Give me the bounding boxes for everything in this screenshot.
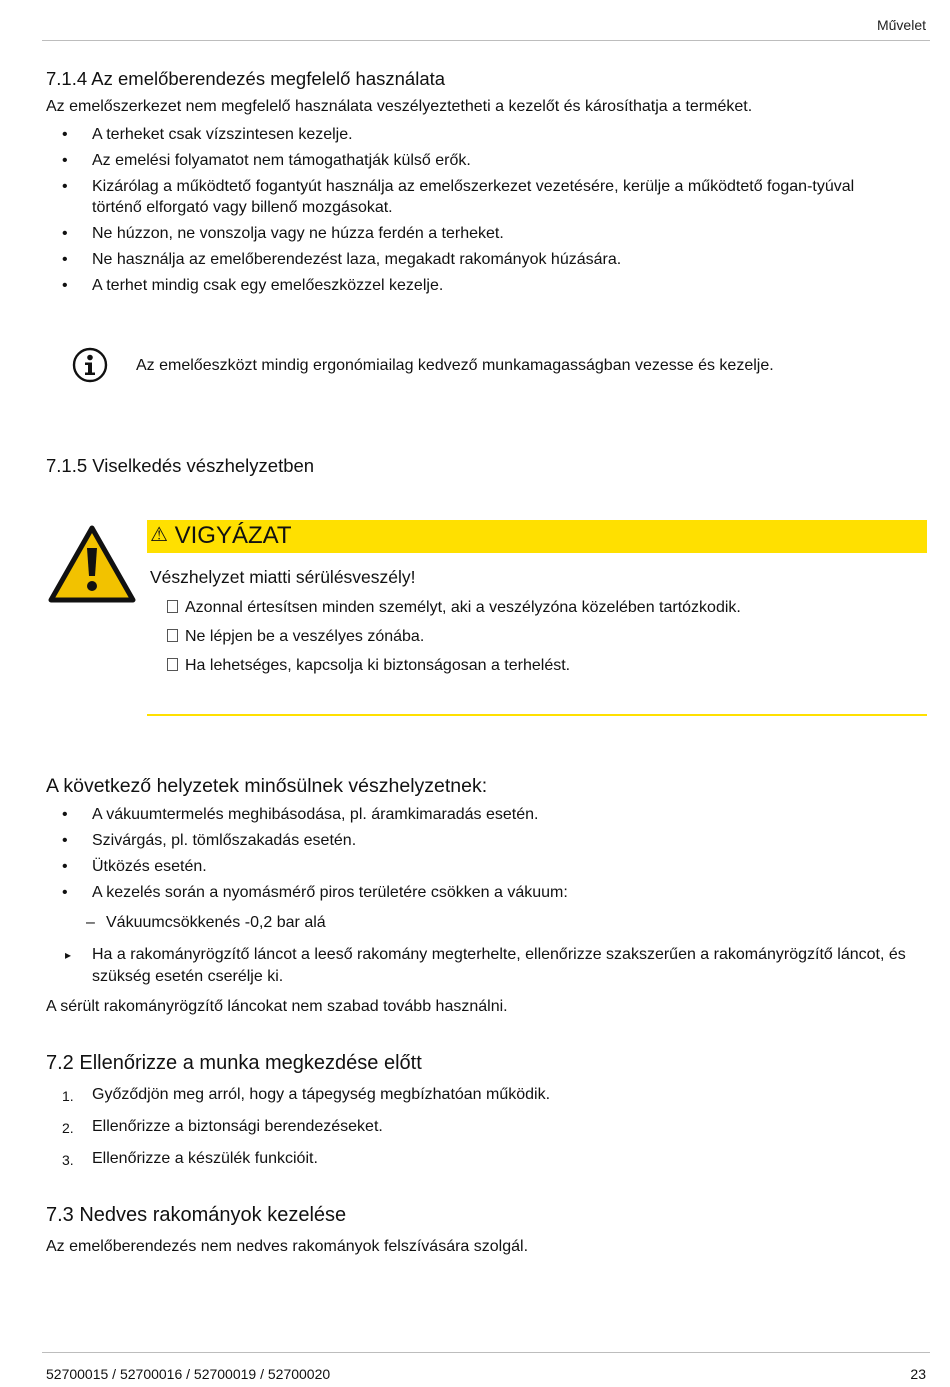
step-number: 1. [62, 1088, 74, 1104]
bullet-symbol: • [62, 858, 68, 875]
bullet-symbol: • [62, 152, 68, 169]
list-item-text: Kizárólag a működtető fogantyút használja az emelőszerkezet vezetésére, kerülje a működtető fogan-tyúval történő elforgató vagy billenő mozgásokat. [92, 178, 855, 216]
bullet-symbol: • [62, 806, 68, 823]
emergency-list [62, 804, 922, 903]
section-text: Az emelőberendezés nem nedves rakományok felszívására szolgál. [46, 1238, 529, 1255]
list-item [62, 804, 922, 825]
list-item [62, 830, 922, 851]
section-intro: Az emelőszerkezet nem megfelelő használata veszélyeztetheti a kezelőt és károsíthatja a terméket. [46, 98, 753, 115]
action-step-text: Ha a rakományrögzítő láncot a leeső rakomány megterhelte, ellenőrizze szakszerűen a rakományrögzítő láncot, és szükség esetén cserélje ki. [92, 946, 906, 985]
check-steps-list [62, 1086, 550, 1182]
numbered-step [62, 1118, 550, 1150]
footer-rule [42, 1352, 930, 1353]
warning-title [150, 522, 292, 550]
warning-item [167, 657, 570, 675]
header-rule [42, 40, 930, 41]
warning-item [167, 599, 741, 617]
bullet-symbol: • [62, 277, 68, 294]
section-heading-7-1-4: 7.1.4 Az emelőberendezés megfelelő használata [46, 68, 446, 89]
warning-item-text: Azonnal értesítsen minden személyt, aki a veszélyzóna közelében tartózkodik. [185, 599, 741, 616]
list-item-text: Szivárgás, pl. tömlőszakadás esetén. [92, 832, 357, 849]
bullet-symbol: • [62, 884, 68, 901]
list-item-text: A terheket csak vízszintesen kezelje. [92, 126, 353, 143]
checkbox-glyph-icon [167, 658, 178, 671]
numbered-step [62, 1150, 550, 1182]
warning-title-text: VIGYÁZAT [174, 522, 292, 549]
section-heading-7-1-5: 7.1.5 Viselkedés vészhelyzetben [46, 455, 315, 476]
closing-note: A sérült rakományrögzítő láncokat nem szabad tovább használni. [46, 998, 508, 1015]
list-item-text: Ne használja az emelőberendezést laza, megakadt rakományok húzására. [92, 251, 622, 268]
warning-bottom-rule [147, 714, 927, 716]
list-item-text: A terhet mindig csak egy emelőeszközzel kezelje. [92, 277, 444, 294]
list-item [62, 176, 922, 218]
list-item-text: Az emelési folyamatot nem támogathatják külső erők. [92, 152, 471, 169]
bullet-symbol: • [62, 126, 68, 143]
step-text: Ellenőrizze a biztonsági berendezéseket. [92, 1118, 383, 1135]
list-item-text: A kezelés során a nyomásmérő piros területére csökken a vákuum: [92, 884, 568, 901]
warning-item [167, 628, 424, 646]
list-item [62, 882, 922, 903]
list-item [62, 249, 922, 270]
step-text: Győződjön meg arról, hogy a tápegység megbízhatóan működik. [92, 1086, 551, 1103]
list-item-text: A vákuumtermelés meghibásodása, pl. áramkimaradás esetén. [92, 806, 539, 823]
warning-subtitle: Vészhelyzet miatti sérülésveszély! [150, 567, 416, 587]
emergency-situations-heading: A következő helyzetek minősülnek vészhelyzetnek: [46, 775, 488, 797]
list-item-text: Ütközés esetén. [92, 858, 207, 875]
info-icon [72, 347, 108, 383]
list-item [62, 150, 922, 171]
step-text: Ellenőrizze a készülék funkcióit. [92, 1150, 318, 1167]
list-item [62, 856, 922, 877]
footer-part-numbers: 52700015 / 52700016 / 52700019 / 52700020 [46, 1366, 331, 1382]
list-item [62, 124, 922, 145]
section-heading-7-3: 7.3 Nedves rakományok kezelése [46, 1204, 347, 1226]
sub-list-item [86, 912, 326, 934]
bullet-symbol: • [62, 832, 68, 849]
step-number: 3. [62, 1152, 74, 1168]
list-item [62, 223, 922, 244]
usage-rules-list [62, 124, 922, 296]
warning-item-text: Ha lehetséges, kapcsolja ki biztonságosan a terhelést. [185, 657, 571, 674]
info-note-text: Az emelőeszközt mindig ergonómiailag kedvező munkamagasságban vezesse és kezelje. [136, 357, 774, 374]
warning-small-icon: ⚠ [150, 524, 168, 546]
numbered-step [62, 1086, 550, 1118]
section-heading-7-2: 7.2 Ellenőrizze a munka megkezdése előtt [46, 1052, 422, 1074]
arrow-right-icon: ▸ [65, 948, 72, 962]
sub-list-item-text: Vákuumcsökkenés -0,2 bar alá [106, 914, 326, 931]
checkbox-glyph-icon [167, 629, 178, 642]
bullet-symbol: • [62, 251, 68, 268]
running-header: Művelet [876, 17, 926, 33]
dash-symbol: – [86, 914, 95, 931]
warning-item-text: Ne lépjen be a veszélyes zónába. [185, 628, 425, 645]
bullet-symbol: • [62, 178, 68, 195]
page-number: 23 [910, 1366, 926, 1382]
checkbox-glyph-icon [167, 600, 178, 613]
list-item-text: Ne húzzon, ne vonszolja vagy ne húzza ferdén a terheket. [92, 225, 504, 242]
bullet-symbol: • [62, 225, 68, 242]
action-step [62, 944, 922, 988]
warning-triangle-icon [47, 524, 137, 604]
step-number: 2. [62, 1120, 74, 1136]
list-item [62, 275, 922, 296]
